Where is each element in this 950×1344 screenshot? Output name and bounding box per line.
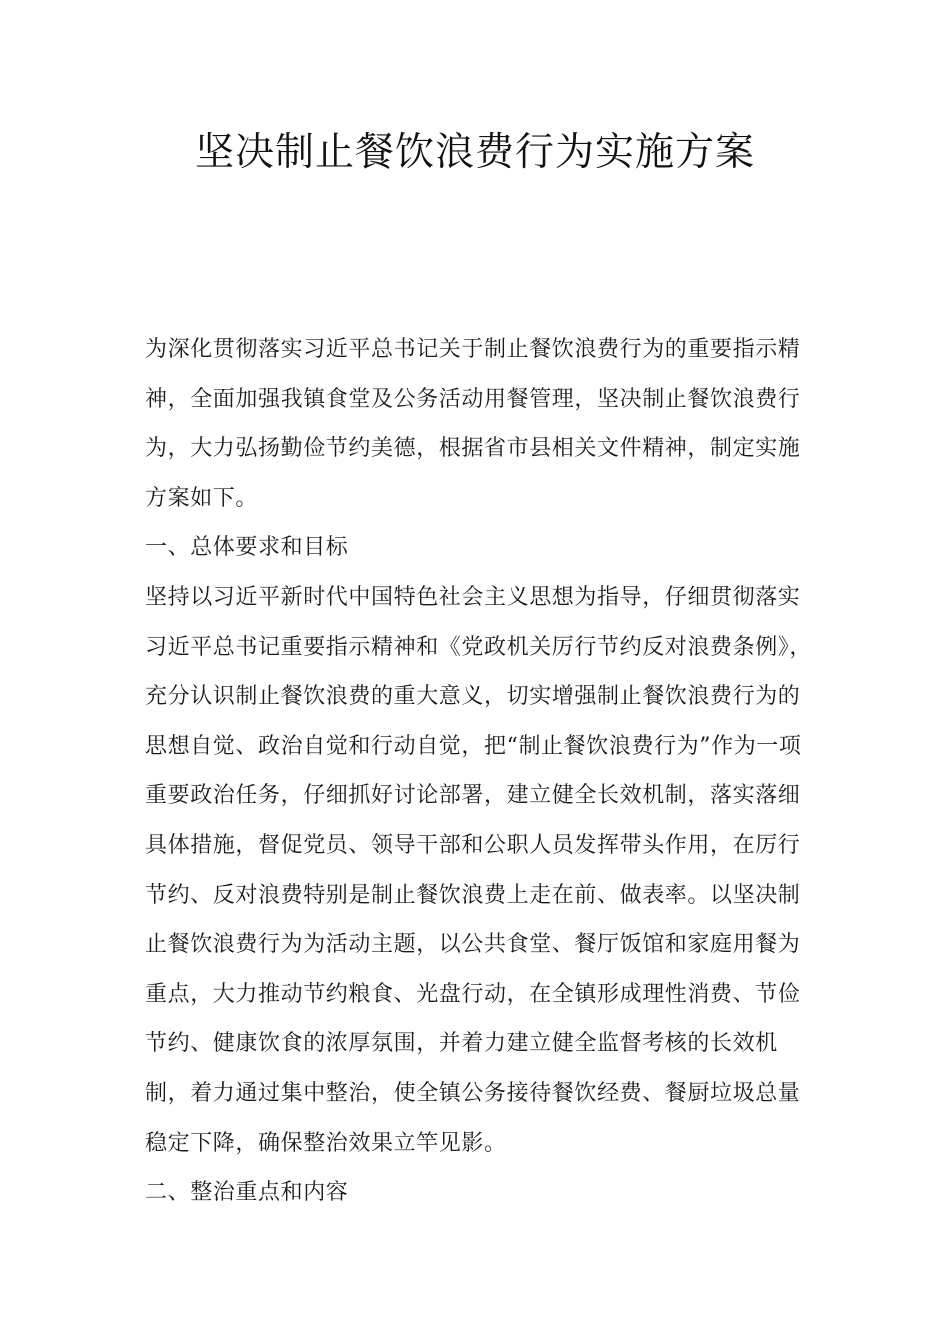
section-heading-2: 二、整治重点和内容 <box>145 1180 349 1206</box>
intro-paragraph: 为深化贯彻落实习近平总书记关于制止餐饮浪费行为的重要指示精神，全面加强我镇食堂及公务活动用餐管理，坚决制止餐饮浪费行为，大力弘扬勤俭节约美德，根据省市县相关文件精神，制定实施方案如下。 <box>145 337 801 511</box>
document-body <box>145 325 815 1218</box>
document-title: 坚决制止餐饮浪费行为实施方案 <box>194 130 755 175</box>
section-paragraph-1: 坚持以习近平新时代中国特色社会主义思想为指导，仔细贯彻落实习近平总书记重要指示精神和《党政机关厉行节约反对浪费条例》，充分认识制止餐饮浪费的重大意义，切实增强制止餐饮浪费行为的思想自觉、政治自觉和行动自觉，把“制止餐饮浪费行为”作为一项重要政治任务，仔细抓好讨论部署，建立健全长效机制，落实落细具体措施，督促党员、领导干部和公职人员发挥带头作用，在厉行节约、反对浪费特别是制止餐饮浪费上走在前、做表率。以坚决制止餐饮浪费行为为活动主题，以公共食堂、餐厅饭馆和家庭用餐为重点，大力推动节约粮食、光盘行动，在全镇形成理性消费、节俭节约、健康饮食的浓厚氛围，并着力建立健全监督考核的长效机制，着力通过集中整治，使全镇公务接待餐饮经费、餐厨垃圾总量稳定下降，确保整治效果立竿见影。 <box>145 584 813 1156</box>
section-heading-1: 一、总体要求和目标 <box>145 535 349 561</box>
